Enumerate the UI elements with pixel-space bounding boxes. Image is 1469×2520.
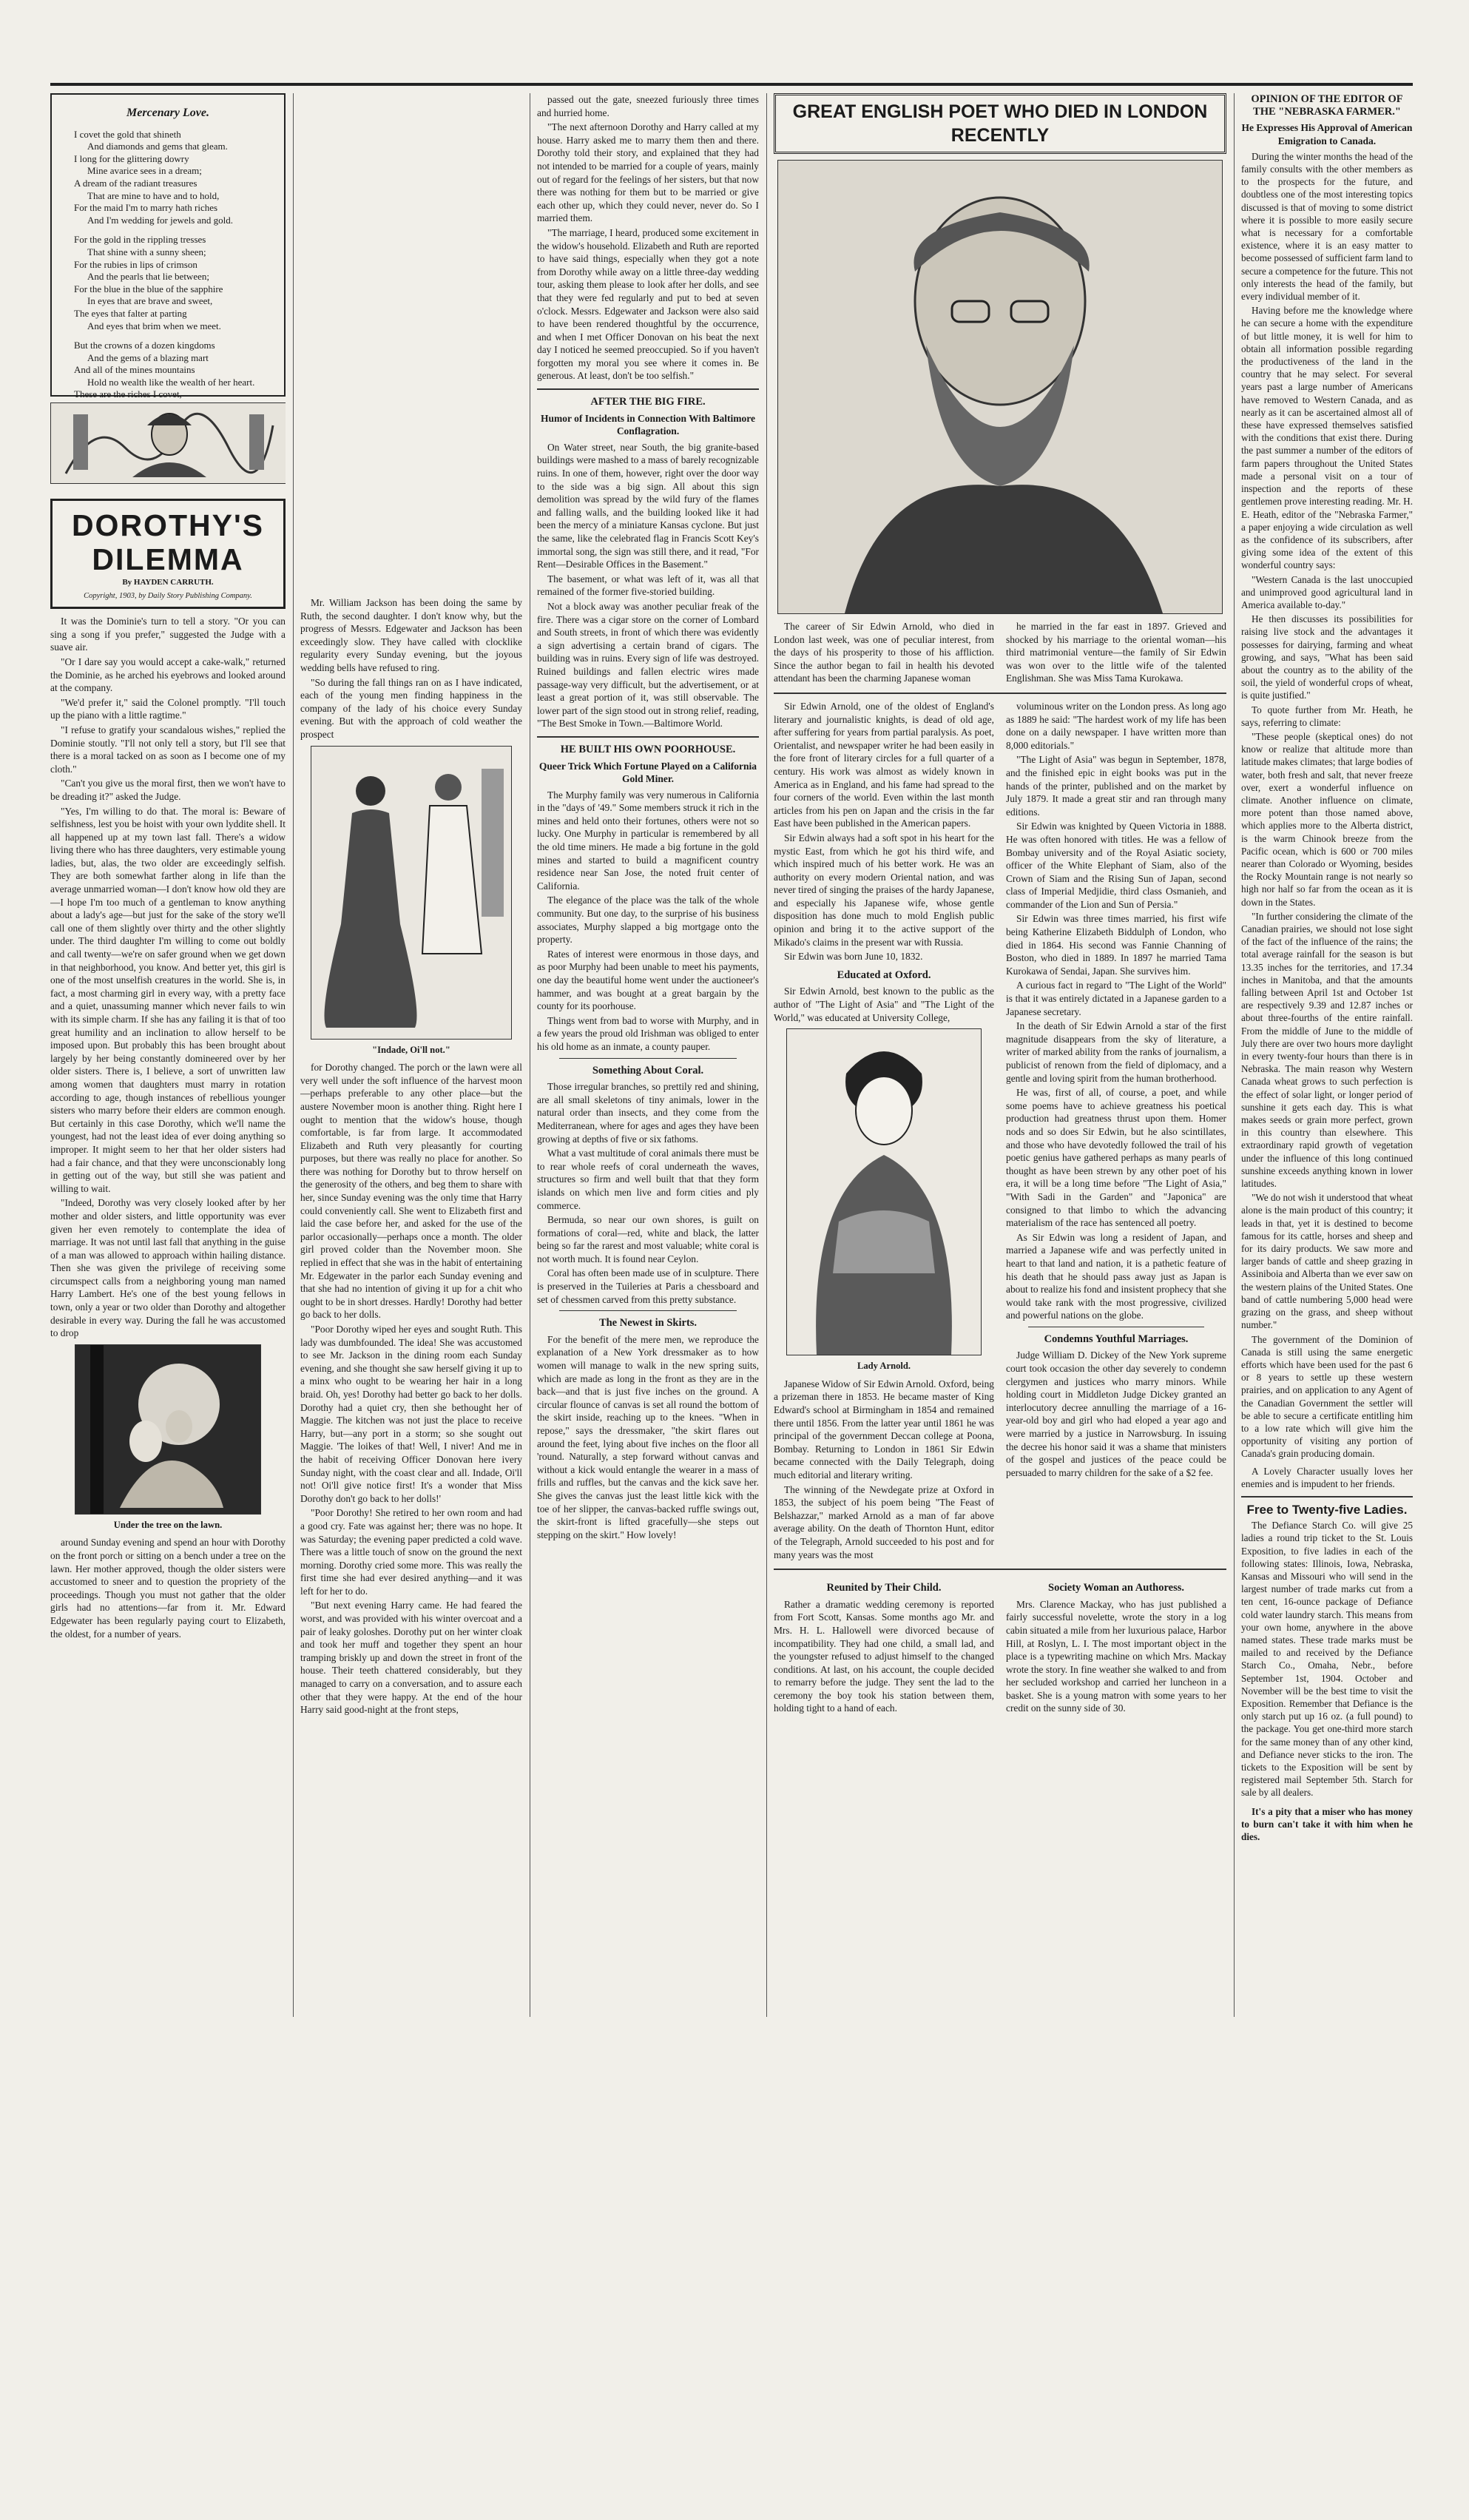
column-6 bbox=[1241, 93, 1413, 2017]
arnold-paragraph: Sir Edwin was knighted by Queen Victoria in 1888. He was often honored with titles. He was a fellow of Bombay university and of the Royal Asiatic society, officer of the White Elephant of Siam, also of the Crown of Siam and the Rising Sun of Japan, second class of Imperial Medjidie, third class Osmanieh, and commander of the Lion and Sun of Persia." bbox=[1006, 821, 1226, 910]
story-paragraph: "I refuse to gratify your scandalous wishes," replied the Dominie stoutly. "I'll not only tell a story, but I'll see that there is a moral tacked on as soon as I become one of my cloth." bbox=[50, 724, 286, 775]
story-paragraph: "Indeed, Dorothy was very closely looked after by her mother and older sisters, and little opportunity was ever given her even remotely to contemplate the idea of marriage. It was not until last fall that anything in the guise of a man was allowed to approach within hailing distance. Then she was given the privilege of receiving some circumspect calls from a neighboring young man named Harry Lambert. He's one of the best young fellows in town, only a year or two older than Dorothy and altogether desirable in every way. During the fall he was accustomed to drop bbox=[50, 1197, 286, 1339]
poem-line: I long for the glittering dowry bbox=[74, 152, 189, 164]
fire-paragraph: On Water street, near South, the big granite-based buildings were mashed to a mass of barely recognizable ruins. In one of them, however, right over the door way to the side was a big sign. All about this sign demolition was spread by the wild fury of the flames and falling walls, and the building looked like it had been the mercy of a miniature Kansas cyclone. But just the same, like the celebrated flag in Francis Scott Key's immortal song, the sign was still there, and it read, "For Rent—Desirable Offices in the Basement." bbox=[537, 441, 759, 570]
arnold-paragraph: The winning of the Newdegate prize at Oxford in 1853, the subject of his poem being "The Feast of Belshazzar," marked Arnold as a man of far above average ability. On the death of Thornton Hunt, editor of the Telegraph, Arnold succeeded to his post and for many years was the most bbox=[774, 1483, 994, 1560]
lady-arnold-caption: Lady Arnold. bbox=[857, 1361, 911, 1372]
separator bbox=[559, 1310, 737, 1311]
story-paragraph: "But next evening Harry came. He had feared the worst, and was provided with his winter overcoat and a pair of leaky goloshes. Dorothy put on her winter cloak and took her muff and together they spent an hour tramping briskly up and down the street in front of the house. Their teeth chattered considerably, but they managed to carry on a conversation, and to assure each other that they were happy. At the end of the hour Harry said good-night at the front steps, bbox=[300, 1600, 522, 1716]
reunited-title: Reunited by Their Child. bbox=[826, 1582, 942, 1594]
column-rule bbox=[766, 93, 767, 2017]
story-copyright: Copyright, 1903, by Daily Story Publishing Company. bbox=[84, 591, 252, 600]
tree-lawn-caption: Under the tree on the lawn. bbox=[113, 1519, 223, 1530]
story-paragraph: "The marriage, I heard, produced some excitement in the widow's household. Elizabeth and Ruth are reported to have said things, especially when they got a note from Dorothy while away on a little three-day wedding tour, asking them please to look after her dolls, and see that they were fed regularly and put to bed at seven o'clock. Messrs. Edgewater and Jackson were also said to have been rendered thoughtful by the occurrence, and when I met Officer Donovan on his beat the next day I noticed he seemed preoccupied. So if you haven't forgotten my moral you see where it comes in. Be generous. At least, don't be too selfish." bbox=[537, 226, 759, 382]
arnold-paragraph: Japanese Widow of Sir Edwin Arnold. Oxford, being a prizeman there in 1853. He became master of King Edward's school at Birmingham in 1854 and remained there until 1856. From the latter year until 1861 he was principal of the government Deccan college at Poona, Bombay. Returning to London in 1861 Sir Edwin became connected with the Daily Telegraph, doing much editorial and literary writing. bbox=[774, 1378, 994, 1480]
editor-paragraph: To quote further from Mr. Heath, he says, referring to climate: bbox=[1241, 704, 1413, 728]
story-byline: By HAYDEN CARRUTH. bbox=[122, 578, 214, 587]
reunited-paragraph: Rather a dramatic wedding ceremony is reported from Fort Scott, Kansas. Some months ago Mr. and Mrs. H. L. Hallowell were divorced because of incompatibility. They had one child, a small lad, and the youngster refused to adjust himself to the changed conditions. At last, on his account, the couple decided to remarry before the judge. They sent the lad to the ceremony the boy took his station between them, holding tight to a hand of each. bbox=[774, 1598, 994, 1714]
indade-illustration bbox=[311, 746, 512, 1040]
fire-paragraph: Not a block away was another peculiar freak of the fire. There was a cigar store on the corner of Lombard and South streets, in front of which there was evidently a sign advertising a certain brand of cigars. The building was in ruins. Every sign of life was destroyed. Ruined buildings and fallen electric wires made passage-way very difficult, but the advertisement, or at least a great portion of it, was still observable. The lower part of the sign stood out in strong relief, reading, "The Best Smoke in Town.—Baltimore World. bbox=[537, 600, 759, 730]
editor-paragraph: Having before me the knowledge where he can secure a home with the expenditure of but little money, it is well for him to obtain all information possible regarding the productiveness of the land in the country that he may select. For several years past a large number of Americans have removed to Western Canada, and as nearly as it can be ascertained almost all of these have expressed themselves satisfied with the conditions that exist there. During the past summer a number of the editors of farm papers throughout the United States made a personal visit on a tour of inspection and the reports of these gentlemen prove interesting reading. Mr. H. E. Heath, editor of the "Nebraska Farmer," a paper enjoying a wide circulation as well as the confidence of its subscribers, after giving some idea of the extent of this wonderful country says: bbox=[1241, 305, 1413, 571]
coral-paragraph: Coral has often been made use of in sculpture. There is preserved in the Tuileries at Paris a chessboard and set of chessmen carved from this pretty substance. bbox=[537, 1267, 759, 1305]
column-rule bbox=[1234, 93, 1235, 2017]
poem-line: These are the riches I covet, bbox=[74, 388, 182, 400]
separator bbox=[774, 1569, 1226, 1570]
arnold-headline: GREAT ENGLISH POET WHO DIED IN LONDON RECENTLY bbox=[774, 93, 1226, 154]
society-title: Society Woman an Authoress. bbox=[1048, 1582, 1184, 1594]
poem-line: For the blue in the blue of the sapphire bbox=[74, 283, 223, 294]
arnold-paragraph: Sir Edwin always had a soft spot in his heart for the mystic East, from which he got his third wife, and which inspired much of his better work. He was an authority on every modern Oriental nation, and was never tired of singing the praises of the hardy Japanese, and especially his Japanese wife, whose gentle disposition has done much to mold English public opinion and bring it to the active support of the Mikado's claims in the present war with Russia. bbox=[774, 832, 994, 948]
poorhouse-paragraph: The Murphy family was very numerous in California in the "days of '49." Some members struck it rich in the mines and held onto their fortunes, others were not so lucky. One Murphy in particular is remembered by all the old time miners. He made a big fortune in the gold mines and started to build a magnificent country residence near San Jose, the noted fruit center of California. bbox=[537, 789, 759, 892]
separator bbox=[559, 1058, 737, 1059]
arnold-paragraph: voluminous writer on the London press. As long ago as 1889 he said: "The hardest work of my life has been done on a daily newspaper. I have written more than 8,000 editorials." bbox=[1006, 700, 1226, 751]
poorhouse-paragraph: Things went from bad to worse with Murphy, and in a few years the proud old Irishman was obliged to enter his old home as an inmate, a county pauper. bbox=[537, 1014, 759, 1052]
lovely-character: A Lovely Character usually loves her enemies and is impudent to her friends. bbox=[1241, 1465, 1413, 1489]
editor-paragraph: "In further considering the climate of the Canadian prairies, we should not lose sight of the fact of the influence of the rains; the total average rainfall for the season is but 13.35 inches for the territories, and 17.34 inches in Manitoba, and that the amounts falling between April 1st and October 1st are respectively 9.39 and 12.87 inches or about three-fourths of the entire rainfall. From the middle of June to the middle of July there are over two hours more daylight in every twenty-four hours than there is in Nebraska. The main reason why Western Canada wheat grows to such perfection is the effect of solar light, or longer period of sunshine it gets each day. This is what makes seeds or grain more perfect, grown in this country than elsewhere. This extraordinary rapid growth of vegetation under the influence of this long continued sunshine exceeds anything known in lower latitudes. bbox=[1241, 910, 1413, 1190]
fire-title: AFTER THE BIG FIRE. bbox=[590, 396, 706, 408]
skirts-paragraph: For the benefit of the mere men, we reproduce the explanation of a New York dressmaker as to how women will manage to walk in the new spring suits, which are made as long in the front as they are in the back—and that is just five inches on the ground. A circular flounce of canvas is set all round the bottom of the skirt inside, reaching up to the knees. "When in repose," says the dressmaker, "the skirt flares out around the feet, lying about five inches on the floor all 'round. Naturally, a step forward without canvas and without a kick would entangle the wearer in a mass of frills and ruffles, but the canvas and the kick save her. She gives the canvas just the least little kick with the toe of her slipper, the canvas-backed ruffle swings out, the skirt-front is lifted gracefully—she steps out stepping on the skirt." How lovely! bbox=[537, 1333, 759, 1540]
poem-line: And all of the mines mountains bbox=[74, 364, 195, 376]
editor-paragraph: The government of the Dominion of Canada is still using the same energetic efforts which have been used for the past 6 or 8 years to settle up these western prairies, and on application to any Agent of the Canadian Government the settler will be able to secure a certificate entitling him to a low rate which will give him the opportunity of visiting any portion of Canada's grain producing domain. bbox=[1241, 1333, 1413, 1460]
arnold-paragraph: Sir Edwin was three times married, his first wife being Katherine Elizabeth Biddulph of London, who died in 1864. His second was Fannie Channing of Boston, who died in 1889. In 1897 he married Tama Kurokawa of Sendai, Japan. She survives him. bbox=[1006, 913, 1226, 977]
separator bbox=[774, 693, 1226, 694]
story-banner bbox=[50, 499, 286, 609]
column-rule bbox=[293, 93, 294, 2017]
educated-title: Educated at Oxford. bbox=[837, 968, 931, 981]
starch-paragraph: The Defiance Starch Co. will give 25 ladies a round trip ticket to the St. Louis Exposition, to five ladies in each of the following states: Illinois, Iowa, Nebraska, Kansas and Missouri who will send in the largest number of trade marks cut from a ten cent, 16-ounce package of Defiance cold water laundry starch. This means from your own home, anywhere in the above named states. These trade marks must be mailed to and received by the Defiance Starch Co., Omaha, Nebr., before September 1st, 1904. October and November will be the best time to visit the Exposition. Remember that Defiance is the only starch put up 16 oz. (a full pound) to the package. You get one-third more starch for the same money than of any other kind, and Defiance never sticks to the iron. The tickets to the Exposition will be sent by registered mail September 5th. Starch for sale by all dealers. bbox=[1241, 1520, 1413, 1799]
column-1 bbox=[50, 93, 286, 2017]
arnold-paragraph: Sir Edwin Arnold, one of the oldest of England's literary and journalistic knights, is dead of old age, after suffering for years from partial paralysis. As poet, Orientalist, and newspaper writer he had been easily in the fore front of literary circles for a full quarter of a century. His work was almost as widely known in America as in England, and his fame had spread to the four corners of the world. Even within the last month articles from his pen on Japan and the crisis in the far East have been published in the American papers. bbox=[774, 700, 994, 829]
editor-paragraph: He then discusses its possibilities for raising live stock and the advantages it possesses for dairying, farming and wheat growing, and says, "What has been said about the country as to the ability of the soil, the yield of wonderful crops of wheat, is quite justified." bbox=[1241, 613, 1413, 701]
coral-paragraph: Bermuda, so near our own shores, is guilt on formations of coral—red, white and black, the latter being so far the rarest and most valuable; white coral is not worth much. It is found near Ceylon. bbox=[537, 1214, 759, 1264]
story-paragraph: passed out the gate, sneezed furiously three times and hurried home. bbox=[537, 94, 759, 118]
poem-line: And the gems of a blazing mart bbox=[87, 351, 209, 363]
poorhouse-paragraph: Rates of interest were enormous in those days, and as poor Murphy had been unable to meet his payments, one day the beautiful home went under the auctioneer's hammer, and was bought at a great bargain by the county for its poorhouse. bbox=[537, 948, 759, 1012]
story-paragraph: "Poor Dorothy wiped her eyes and sought Ruth. This lady was dumbfounded. The idea! She was accustomed to see Mr. Jackson in the dining room each Sunday evening, and she thought she saw herself giving it up to a minx who ought to be wearing her hair in a long braid. Oh, yes! Dorothy had better go back to her dolls. Dorothy had a quiet cry, then she bethought her of Maggie. The kitchen was not just the place to receive Harry, but—any port in a storm; so she sought out Maggie. 'The loikes of that! Well, I niver! And me in the habit of receiving Officer Donovan here ivery Sunday night, with the coast clear and all. Indade, Oi'll not! Oi'll give notice first! It's a wonder that Miss Dorothy don't go back to her dolls!' bbox=[300, 1324, 522, 1504]
arnold-intro-left: The career of Sir Edwin Arnold, who died in London last week, was one of peculiar interest, from the days of his prosperity to those of his affliction. Since the author began to fail in health his devoted attendant has been the charming Japanese woman bbox=[774, 621, 994, 684]
poem-line: But the crowns of a dozen kingdoms bbox=[74, 340, 215, 351]
arnold-body bbox=[774, 700, 1226, 1563]
miser-text: It's a pity that a miser who has money to burn can't take it with him when he dies. bbox=[1241, 1805, 1413, 1843]
story-paragraph: "So during the fall things ran on as I have indicated, each of the young men finding happiness in the company of the lady of his choice every Sunday evening. But with the approach of cold weather the prospect bbox=[300, 676, 522, 740]
story-paragraph: "Yes, I'm willing to do that. The moral is: Beware of selfishness, lest you be hoist with your own lyddite shell. It all happened up at my town last fall. There's a widow living there who has three daughters, very estimable young ladies, but, alas, the two older are exceedingly selfish. They are both somewhat farther along in life than the average unmarried woman—I don't know how old they are—I hope I'm too much of a gentleman to know anything about a lady's age—but just for the sake of the story we'll call one of them slightly over thirty and the other slightly under. The third daughter I'm willing to come out boldly and call twenty—we're on safer ground when we get down in that neighborhood, you know. And better yet, this girl is one of the most unselfish creatures in the world. She is, in fact, a most charming girl in every way, with a pretty face and a quiet, unassuming manner which never fails to win with its simple charm. If she has any failing it is that of too great humility and an inclination to allow herself to be imposed upon. But probably this has been brought about largely by her being constantly domineered over by her older sisters. There is, I believe, a sort of unwritten law among women that daughters must marry in rotation according to age, though instances of rebellious younger sisters who marry before their elders are common enough. But certainly in this case Dorothy, which we'll name the youngest, had not the least idea of ever doing anything so improper. It might seem to her that her older sisters had had a fair chance, and that they were unconscionably long in getting out of the way, but still she was patient and willing to wait. bbox=[50, 805, 286, 1194]
condemns-paragraph: Judge William D. Dickey of the New York supreme court took occasion the other day severely to condemn clergymen and justices who marry minors. While holding court in Middleton Judge Dickey granted an interlocutory decree annulling the marriage of a 16-year-old boy and girl who had eloped a year ago and were married by a justice in Narrowsburg. In issuing the decree his honor said it was a shame that ministers of the gospel and justices of the peace could be persuaded to marry children for the sake of a $2 fee. bbox=[1006, 1350, 1226, 1478]
poorhouse-paragraph: The elegance of the place was the talk of the whole community. But one day, to the surprise of his business associates, Murphy slapped a big mortgage onto the property. bbox=[537, 895, 759, 946]
story-paragraph: It was the Dominie's turn to tell a story. "Or you can sing a song if you prefer," suggested the Judge with a suave air. bbox=[50, 616, 286, 653]
separator bbox=[537, 388, 759, 390]
arnold-intro-right: he married in the far east in 1897. Grieved and shocked by his marriage to the oriental woman—his third matrimonial venture—the family of Sir Edwin was won over to the little wife of the talented Englishman. She was Miss Tama Kurokawa. bbox=[1006, 621, 1226, 684]
story-title: DOROTHY'S DILEMMA bbox=[71, 508, 265, 576]
editor-paragraph: "Western Canada is the last unoccupied and unimproved good agricultural land in America available to-day." bbox=[1241, 573, 1413, 610]
poem-ornament-illustration bbox=[50, 402, 286, 484]
poem-line: And the pearls that lie between; bbox=[87, 271, 209, 283]
poem-line: And eyes that brim when we meet. bbox=[87, 320, 221, 331]
arnold-intro bbox=[774, 620, 1226, 687]
arnold-body-left bbox=[774, 700, 994, 1563]
story-paragraph: "We'd prefer it," said the Colonel promptly. "I'll touch up the piano with a little ragtime." bbox=[50, 696, 286, 721]
poem-line: And diamonds and gems that gleam. bbox=[87, 141, 228, 152]
poem-line: That are mine to have and to hold, bbox=[87, 189, 220, 201]
column-2 bbox=[300, 596, 522, 2520]
story-paragraph: for Dorothy changed. The porch or the lawn were all very well under the soft influence of the harvest moon—perhaps preferable to any other place—but the austere November moon is another thing. Right here I ought to mention that the widow's house, though comfortable, is far from large. It accommodated Elizabeth and Ruth very pleasantly for courting purposes, but there was really no place for another. So there was nothing for Dorothy but to throw herself on the generosity of the others, and beg them to share with her, since Sunday evening was the only time that Harry could conveniently call. She went to Elizabeth first and laid the case before her, and asked for the use of the parlor occasionally—perhaps once a month. The older girl proved colder than the November moon. She replied in effect that she was in the habit of entertaining Mr. Edgewater in the parlor each Sunday evening and that she had no intention of giving it up for a chit who ought to be in short dresses. Hardly! Dorothy had better go back to her dolls. bbox=[300, 1062, 522, 1321]
poorhouse-title: HE BUILT HIS OWN POORHOUSE. bbox=[560, 743, 736, 755]
arnold-paragraph: He was, first of all, of course, a poet, and while some poems have to achieve greatness his poetical production had greatness thrust upon them. Homer nods and so does Sir Edwin, but he also scintillates, and those who have devotedly followed the trail of his poetic genius have gathered perhaps as many pearls of thought as have been strewn by any other poet of his era, it will be a long time before "The Light of Asia," "With Sadi in the Garden" and "Japonica" are consigned to that limbo to which the advancing materialism of the race has sentenced all poetry. bbox=[1006, 1087, 1226, 1229]
editor-paragraph: "These people (skeptical ones) do not know or realize that altitude more than latitude makes climates; that large bodies of water, both fresh and salt, that never freeze over, exert a wonderful influence on climate. Another influence on climate, more potent than those named above, which applies more to the Alberta district, is the warm Chinook breeze from the Pacific ocean, which is 600 or 700 miles nearer than Colorado or Wyoming, besides the Rocky Mountain range is not nearly so high nor half so far from the ocean as it is down in the States. bbox=[1241, 730, 1413, 908]
condemns-title: Condemns Youthful Marriages. bbox=[1044, 1333, 1189, 1345]
coral-paragraph: What a vast multitude of coral animals there must be to rear whole reefs of coral underneath the waves, structures so firm and well built that that they form islands on which men live and form cities and ply commerce. bbox=[537, 1148, 759, 1211]
story-paragraph: "Can't you give us the moral first, then we won't have to be dreading it?" asked the Judge. bbox=[50, 778, 286, 802]
story-col1-text bbox=[50, 615, 286, 1340]
bottom-stories bbox=[774, 1576, 1226, 1717]
editor-paragraph: "We do not wish it understood that wheat alone is the main product of this country; it leads in that, yet it is destined to become famous for its cattle, horses and sheep and for its dairy products. We saw more and larger bands of cattle and sheep grazing in Assiniboia and Alberta than we ever saw on the western plains of the United States. One band of cattle numbering 5,000 head were grazing on the grass, and sheep without number." bbox=[1241, 1192, 1413, 1331]
story-paragraph: "Poor Dorothy! She retired to her own room and had a good cry. Fate was against her; there was no hope. It was Saturday; the evening paper predicted a cold wave. There was a little touch of snow on the ground the next morning. Dorothy cried some more. This was really the first time she had ever desired anything—and it was left for her to do. bbox=[300, 1507, 522, 1597]
poem-line: I covet the gold that shineth bbox=[74, 128, 181, 140]
story-paragraph: "Or I dare say you would accept a cake-walk," returned the Dominie, as he arched his eyebrows and looked around at the company. bbox=[50, 656, 286, 694]
coral-title: Something About Coral. bbox=[592, 1064, 704, 1077]
separator bbox=[1241, 1496, 1413, 1497]
poem-line: And I'm wedding for jewels and gold. bbox=[87, 214, 233, 226]
poem-line: Mine avarice sees in a dream; bbox=[87, 165, 202, 177]
editor-subtitle: He Expresses His Approval of American Emigration to Canada. bbox=[1241, 122, 1413, 146]
starch-title: Free to Twenty-five Ladies. bbox=[1246, 1502, 1408, 1517]
coral-paragraph: Those irregular branches, so prettily red and shining, are all small skeletons of tiny animals, lower in the natural order than insects, and they come from the Mediterranean, where for ages and ages they have been growing at depths of five or six fathoms. bbox=[537, 1081, 759, 1145]
poem-line: For the rubies in lips of crimson bbox=[74, 258, 197, 270]
story-paragraph: around Sunday evening and spend an hour with Dorothy on the front porch or sitting on a bench under a tree on the lawn. Her mother approved, though the older sisters were accustomed to sneer and to question the propriety of the proceedings. Though you must not gather that the older girls had no attentions—far from it. Mr. Edward Edgewater has been regularly paying court to Elizabeth, the oldest, for a number of years. bbox=[50, 1537, 286, 1640]
poem-line: That shine with a sunny sheen; bbox=[87, 246, 206, 257]
arnold-feature bbox=[774, 93, 1226, 2017]
poem-line: In eyes that are brave and sweet, bbox=[87, 295, 213, 307]
society-paragraph: Mrs. Clarence Mackay, who has just published a fairly successful novelette, wrote the story in a log cabin situated a mile from her luxurious palace, Harbor Hill, at Roslyn, L. I. The most important object in the place is a typewriting machine on which Mrs. Mackay wrote the story. In fine weather she walked to and from her secluded workshop and carried her luncheon in a basket. She is a young matron with some years to her credit on the sunny side of 30. bbox=[1006, 1598, 1226, 1714]
arnold-paragraph: Sir Edwin Arnold, best known to the public as the author of "The Light of Asia" and "The Light of the World," was educated at University College, bbox=[774, 986, 994, 1023]
poem-line: For the maid I'm to marry hath riches bbox=[74, 202, 218, 214]
arnold-body-right bbox=[1006, 700, 1226, 1563]
poem-line: For the gold in the rippling tresses bbox=[74, 234, 206, 246]
poorhouse-subtitle: Queer Trick Which Fortune Played on a California Gold Miner. bbox=[538, 760, 757, 785]
poem-box bbox=[50, 93, 286, 400]
poem-line: The eyes that falter at parting bbox=[74, 307, 187, 319]
skirts-title: The Newest in Skirts. bbox=[598, 1317, 698, 1330]
indade-caption: "Indade, Oi'll not." bbox=[372, 1044, 450, 1055]
separator bbox=[537, 736, 759, 738]
column-3 bbox=[537, 93, 759, 2017]
fire-paragraph: The basement, or what was left of it, was all that remained of the former five-storied building. bbox=[537, 573, 759, 598]
poem-line: A dream of the radiant treasures bbox=[74, 177, 197, 189]
arnold-portrait bbox=[777, 160, 1223, 614]
arnold-paragraph: As Sir Edwin was long a resident of Japan, and married a Japanese wife and was perfectly united in heart to that land and nation, it is a pathetic feature of his death that he should pass away just as Japan is about to realize his fond and insistent prophecy that she would take rank with the most progressive, civilized and powerful nations on the globe. bbox=[1006, 1231, 1226, 1321]
tree-lawn-illustration bbox=[75, 1344, 261, 1515]
poem-line: Hold no wealth like the wealth of her heart. bbox=[87, 376, 255, 388]
newspaper-page bbox=[50, 83, 1413, 2024]
editor-paragraph: During the winter months the head of the family consults with the other members as to the prospects for the future, and doubtless one of the most interesting topics discussed is that of moving to some district where it is possible to more easily secure what is necessary for a comfortable existence, where it is an easy matter to become possessed of sufficient farm land to secure a competence for the future. This not only interests the head of the family, but every individual member of it. bbox=[1241, 150, 1413, 303]
arnold-paragraph: "The Light of Asia" was begun in September, 1878, and the finished epic in eight books was put in the hands of the printer, published and on the market by July 1879. It made a great stir and ran through many editions. bbox=[1006, 754, 1226, 818]
poem-title: Mercenary Love. bbox=[126, 107, 209, 119]
arnold-paragraph: A curious fact in regard to "The Light of the World" is that it was entirely dictated in a Japanese garden to a Japanese secretary. bbox=[1006, 980, 1226, 1017]
arnold-paragraph: In the death of Sir Edwin Arnold a star of the first magnitude disappears from the sky of literature, a writer of marked ability from the ranks of journalism, a publicist of renown from the field of diplomacy, and a gentle and loving spirit from the human brotherhood. bbox=[1006, 1020, 1226, 1084]
story-paragraph: "The next afternoon Dorothy and Harry called at my house. Harry asked me to marry them then and there. Dorothy told their story, and explained that they had not intended to be married for a couple of years, mainly out of regard for the feelings of her sisters, but that now there was nothing for them but to be married or give each other up, which they could never, never do. So I married them. bbox=[537, 121, 759, 224]
fire-subtitle: Humor of Incidents in Connection With Baltimore Conflagration. bbox=[540, 412, 756, 437]
poem-lines bbox=[74, 129, 262, 438]
editor-title: OPINION OF THE EDITOR OF THE "NEBRASKA FARMER." bbox=[1251, 93, 1403, 118]
lady-arnold-illustration bbox=[786, 1028, 982, 1355]
story-paragraph: Mr. William Jackson has been doing the same by Ruth, the second daughter. I don't know why, but the progress of Messrs. Edgewater and Jackson has been exceedingly slow. They have called with clocklike regularity every Sunday evening, but the joyous wedding bells have refused to ring. bbox=[300, 597, 522, 673]
arnold-paragraph: Sir Edwin was born June 10, 1832. bbox=[784, 951, 923, 963]
